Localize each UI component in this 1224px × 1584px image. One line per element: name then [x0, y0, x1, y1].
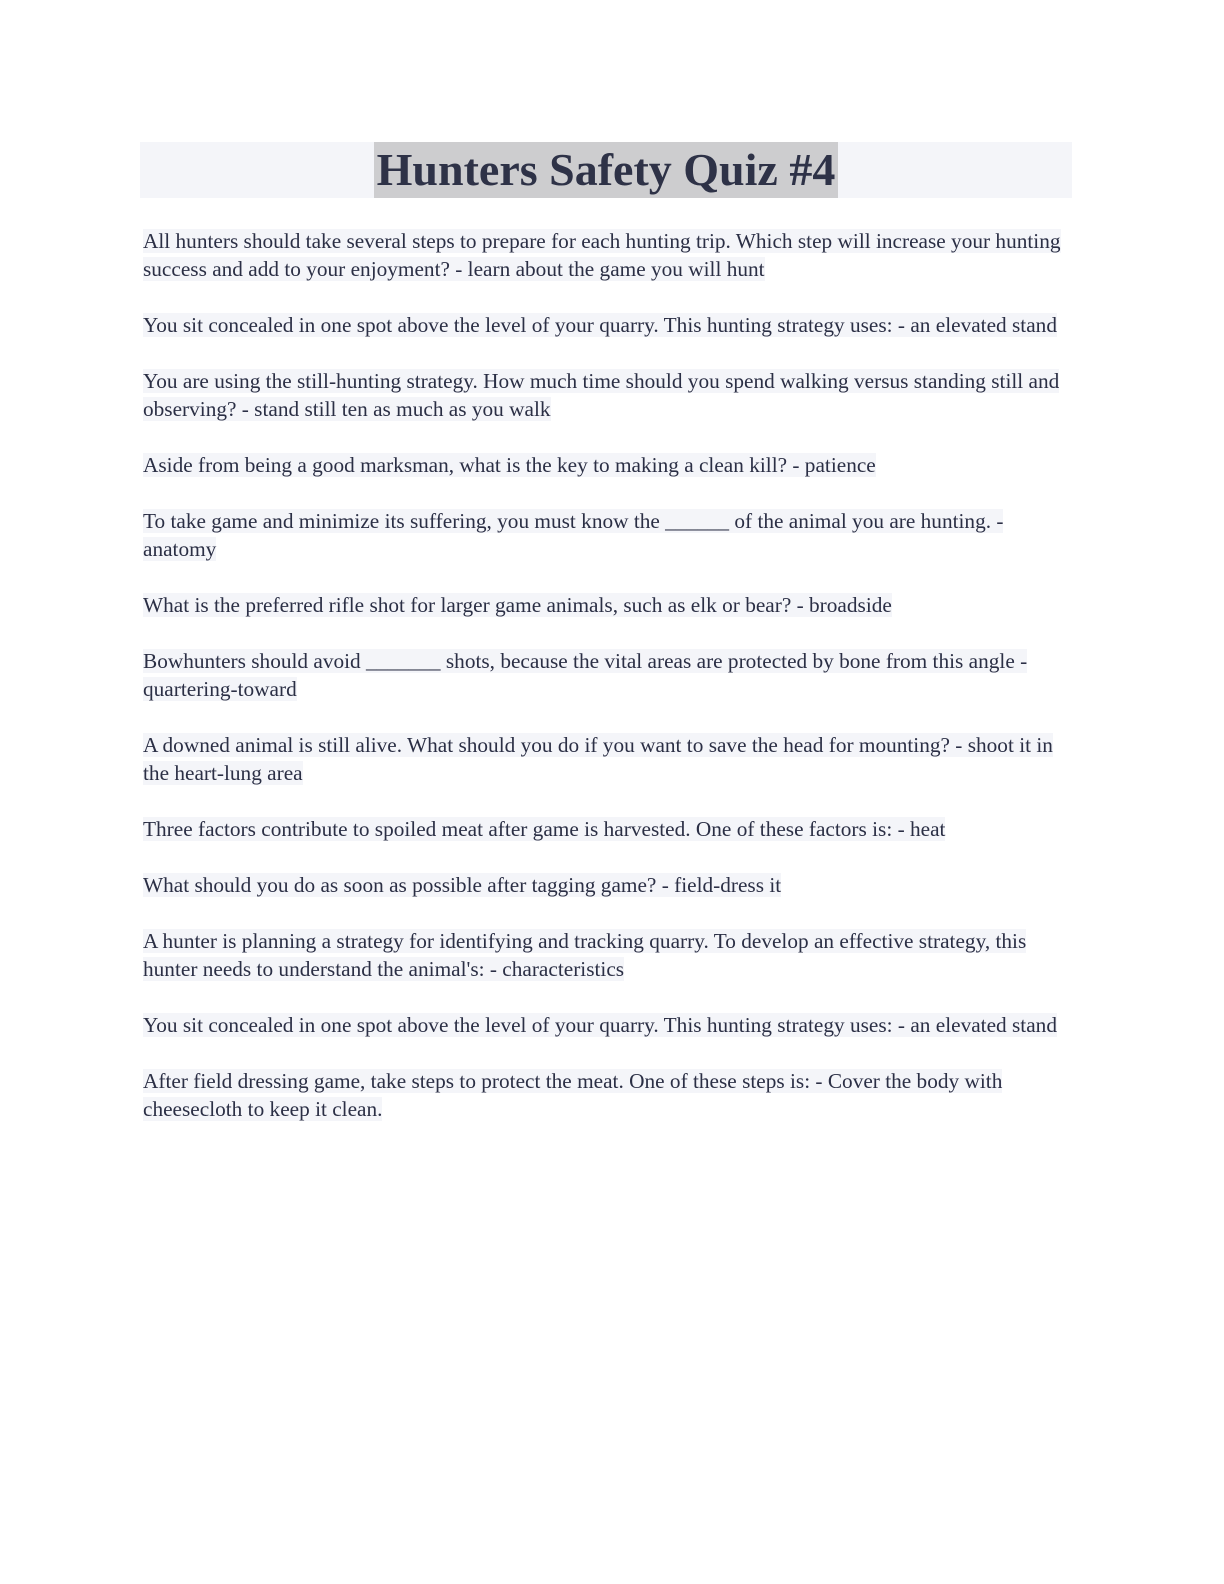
qa-item — [143, 1067, 1063, 1123]
qa-item — [143, 451, 1063, 479]
qa-text: What should you do as soon as possible after tagging game? - field-dress it — [143, 873, 782, 897]
qa-list — [143, 227, 1063, 1151]
qa-text: All hunters should take several steps to prepare for each hunting trip. Which step will increase your hunting success and add to your enjoyment? - learn about the game you will hunt — [143, 229, 1061, 281]
qa-text: Bowhunters should avoid _______ shots, because the vital areas are protected by bone from this angle - quartering-toward — [143, 649, 1028, 701]
qa-item — [143, 367, 1063, 423]
qa-item — [143, 227, 1063, 283]
qa-text: After field dressing game, take steps to protect the meat. One of these steps is: - Cover the body with cheesecloth to keep it clean. — [143, 1069, 1003, 1121]
qa-text: Three factors contribute to spoiled meat after game is harvested. One of these factors is: - heat — [143, 817, 946, 841]
qa-item — [143, 871, 1063, 899]
page-title: Hunters Safety Quiz #4 — [374, 142, 839, 198]
qa-text: To take game and minimize its suffering, you must know the ______ of the animal you are hunting. - anatomy — [143, 509, 1004, 561]
qa-item — [143, 927, 1063, 983]
title-band — [140, 142, 1072, 198]
qa-text: A downed animal is still alive. What should you do if you want to save the head for mounting? - shoot it in the heart-lung area — [143, 733, 1053, 785]
qa-text: You are using the still-hunting strategy. How much time should you spend walking versus standing still and observing? - stand still ten as much as you walk — [143, 369, 1060, 421]
qa-item — [143, 815, 1063, 843]
qa-text: What is the preferred rifle shot for larger game animals, such as elk or bear? - broadside — [143, 593, 892, 617]
qa-text: You sit concealed in one spot above the level of your quarry. This hunting strategy uses: - an elevated stand — [143, 1013, 1057, 1037]
qa-item — [143, 591, 1063, 619]
qa-text: A hunter is planning a strategy for identifying and tracking quarry. To develop an effective strategy, this hunter needs to understand the animal's: - characteristics — [143, 929, 1027, 981]
qa-text: Aside from being a good marksman, what is the key to making a clean kill? - patience — [143, 453, 876, 477]
qa-text: You sit concealed in one spot above the level of your quarry. This hunting strategy uses: - an elevated stand — [143, 313, 1057, 337]
qa-item — [143, 507, 1063, 563]
qa-item — [143, 647, 1063, 703]
qa-item — [143, 731, 1063, 787]
qa-item — [143, 311, 1063, 339]
qa-item — [143, 1011, 1063, 1039]
